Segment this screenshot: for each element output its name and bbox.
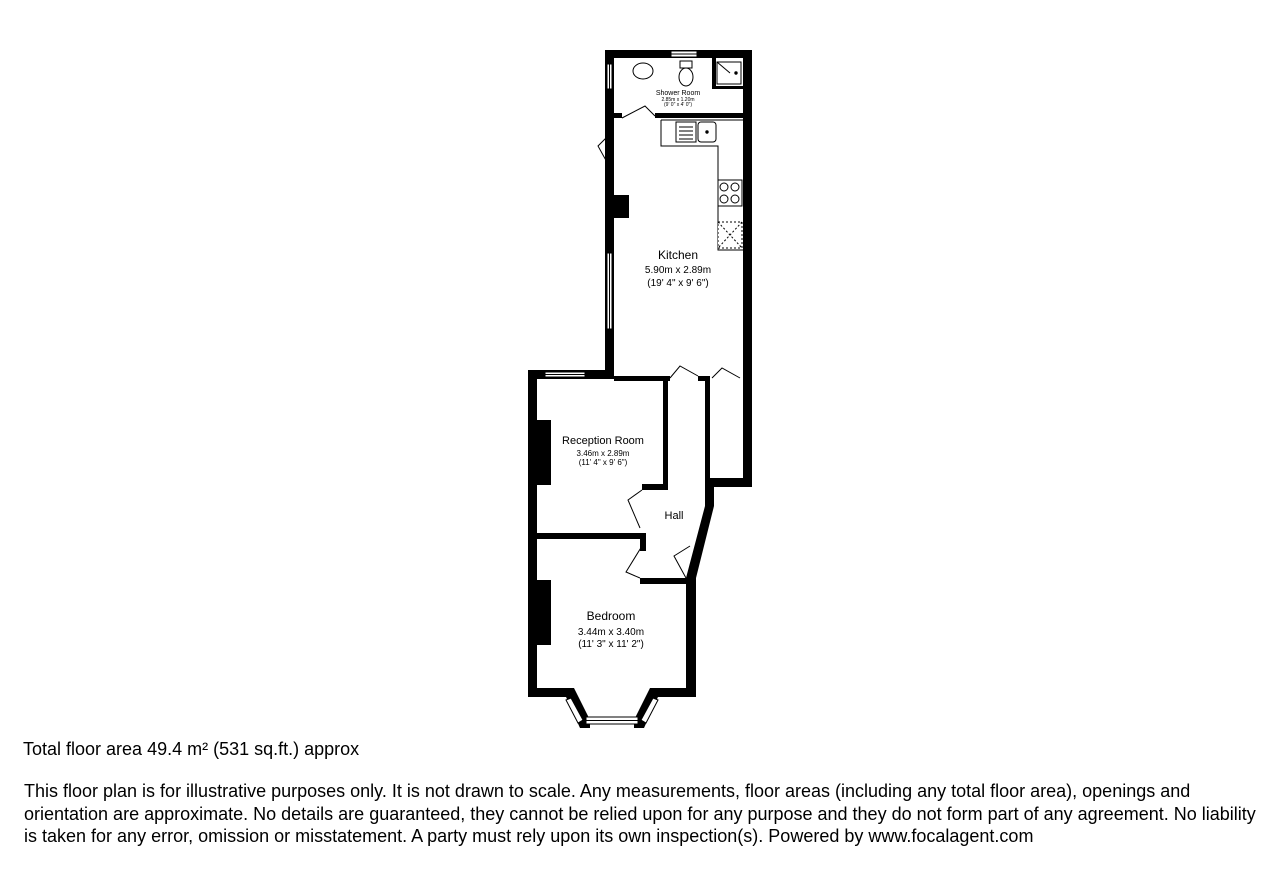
bedroom-metric: 3.44m x 3.40m bbox=[577, 627, 645, 638]
reception-room-imperial: (11' 4" x 9' 6") bbox=[578, 458, 628, 467]
kitchen-metric: 5.90m x 2.89m bbox=[644, 265, 712, 276]
door-cupboard bbox=[712, 368, 740, 378]
hall-name: Hall bbox=[664, 510, 684, 522]
bedroom-imperial: (11' 3" x 11' 2") bbox=[578, 639, 644, 650]
kitchen-imperial: (19' 4" x 9' 6") bbox=[647, 278, 709, 289]
basin-icon bbox=[633, 63, 653, 79]
shower-room-imperial: (9' 0" x 4' 0") bbox=[664, 102, 692, 108]
windows bbox=[545, 51, 697, 724]
doors bbox=[598, 106, 740, 578]
shower-room-name: Shower Room bbox=[655, 90, 701, 97]
toilet-icon bbox=[679, 68, 693, 86]
kitchen-name: Kitchen bbox=[657, 248, 699, 262]
door-shower bbox=[622, 106, 655, 118]
shower-room-metric: 2.85m x 1.20m bbox=[661, 97, 695, 103]
disclaimer-text: This floor plan is for illustrative purposes only. It is not drawn to scale. Any measurements, floor areas (including any total floor area), openings and orientation are approximate. No details are guaranteed, they cannot be relied upon for any purpose and they do not form part of any agreement. No liability is taken for any error, omission or misstatement. A party must rely upon its own inspection(s). Powered by www.focalagent.com bbox=[24, 781, 1256, 846]
reception-room-name: Reception Room bbox=[562, 435, 644, 447]
door-bedroom bbox=[626, 546, 642, 578]
reception-room-metric: 3.46m x 2.89m bbox=[576, 449, 630, 458]
toilet-cistern-icon bbox=[680, 61, 692, 68]
bedroom-name: Bedroom bbox=[586, 609, 636, 623]
door-hall-kitchen bbox=[670, 366, 698, 378]
total-floor-area: Total floor area 49.4 m² (531 sq.ft.) approx bbox=[23, 739, 360, 759]
door-reception bbox=[628, 490, 642, 528]
